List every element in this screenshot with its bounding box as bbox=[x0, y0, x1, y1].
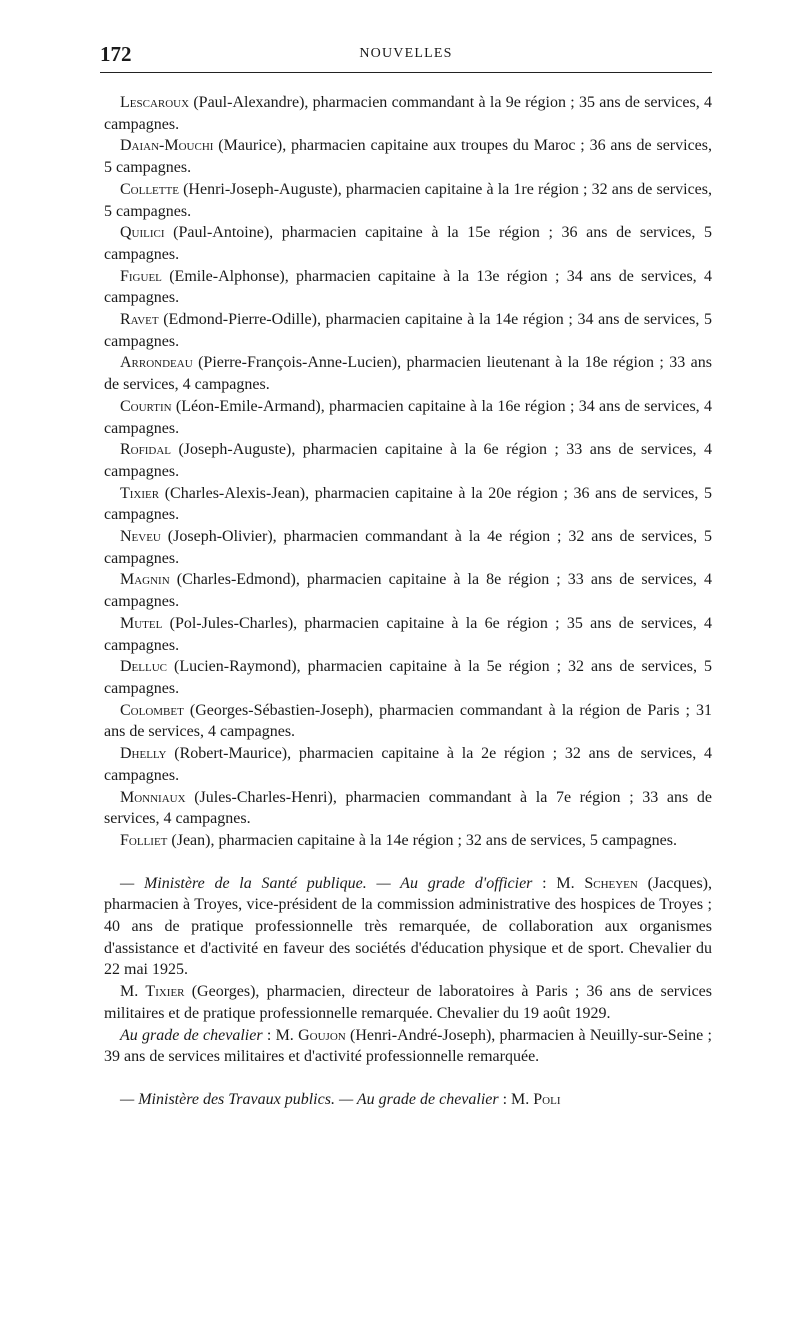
entry-name: Figuel bbox=[120, 267, 162, 285]
goujon-name: Goujon bbox=[298, 1026, 346, 1044]
list-item bbox=[104, 396, 712, 439]
entry-text: (Léon-Emile-Armand), pharmacien capitaine à la 16e région ; 34 ans de services, 4 campagnes. bbox=[104, 397, 712, 437]
entry-name: Magnin bbox=[120, 571, 170, 589]
entry-text: (Jules-Charles-Henri), pharmacien commandant à la 7e région ; 33 ans de services, 4 campagnes. bbox=[104, 788, 712, 828]
entry-name: Colombet bbox=[120, 701, 184, 719]
entry-text: (Jean), pharmacien capitaine à la 14e région ; 32 ans de services, 5 campagnes. bbox=[167, 831, 677, 849]
entry-name: Dhelly bbox=[120, 745, 167, 763]
entry-name: Quilici bbox=[120, 224, 165, 242]
list-item bbox=[104, 569, 712, 612]
tixier-georges-prefix: M. bbox=[120, 983, 146, 1001]
sante-lead: — Ministère de la Santé publique. — Au grade d'officier bbox=[120, 874, 533, 892]
list-item bbox=[104, 135, 712, 178]
entry-name: Neveu bbox=[120, 528, 161, 546]
body-text bbox=[104, 92, 712, 1111]
list-item bbox=[104, 352, 712, 395]
entry-name: Courtin bbox=[120, 397, 172, 415]
entry-text: (Emile-Alphonse), pharmacien capitaine à la 13e région ; 34 ans de services, 4 campagnes. bbox=[104, 267, 712, 307]
entry-text: (Georges-Sébastien-Joseph), pharmacien commandant à la région de Paris ; 31 ans de services, 4 campagnes. bbox=[104, 701, 712, 741]
goujon-text: (Henri-André-Joseph), pharmacien à Neuilly-sur-Seine ; 39 ans de services militaires et d'activité professionnelle remarquée. bbox=[104, 1026, 713, 1066]
entry-name: Collette bbox=[120, 180, 179, 198]
entry-name: Arrondeau bbox=[120, 354, 193, 372]
sante-text: (Jacques), pharmacien à Troyes, vice-président de la commission administrative des hospices de Troyes ; 40 ans de pratique professionnelle très remarquée, de collaboration aux organismes d'assistance et d'activité en faveur des sociétés d'éducation physique et de sport. Chevalier du 22 mai 1925. bbox=[104, 874, 713, 979]
page-header bbox=[100, 40, 712, 68]
entry-text: (Maurice), pharmacien capitaine aux troupes du Maroc ; 36 ans de services, 5 campagnes. bbox=[104, 137, 712, 177]
list-item bbox=[104, 743, 712, 786]
list-item bbox=[104, 526, 712, 569]
entry-name: Delluc bbox=[120, 658, 167, 676]
list-item bbox=[104, 179, 712, 222]
promotion-list bbox=[104, 92, 712, 852]
list-item bbox=[104, 787, 712, 830]
entry-text: (Pol-Jules-Charles), pharmacien capitaine à la 6e région ; 35 ans de services, 4 campagnes. bbox=[104, 614, 712, 654]
sante-paragraph bbox=[104, 873, 712, 982]
entry-text: (Joseph-Olivier), pharmacien commandant à la 4e région ; 32 ans de services, 5 campagnes. bbox=[104, 528, 712, 567]
entry-name: Daian-Mouchi bbox=[120, 137, 214, 155]
entry-name: Ravet bbox=[120, 311, 159, 329]
entry-name: Folliet bbox=[120, 831, 168, 849]
entry-name: Rofidal bbox=[120, 441, 172, 459]
goujon-colon: : M. bbox=[262, 1026, 299, 1044]
goujon-paragraph bbox=[104, 1025, 712, 1068]
travaux-colon: : M. bbox=[498, 1090, 534, 1108]
entry-name: Lescaroux bbox=[120, 94, 190, 111]
travaux-name: Poli bbox=[533, 1090, 561, 1108]
page-number: 172 bbox=[100, 42, 132, 66]
list-item bbox=[104, 309, 712, 352]
tixier-georges-paragraph bbox=[104, 981, 712, 1024]
tixier-georges-text: (Georges), pharmacien, directeur de laboratoires à Paris ; 36 ans de services militaires et de pratique professionnelle remarquée. Chevalier du 19 août 1929. bbox=[104, 983, 712, 1022]
list-item bbox=[104, 92, 712, 135]
entry-name: Mutel bbox=[120, 614, 163, 632]
sante-name: Scheyen bbox=[584, 874, 638, 892]
entry-name: Monniaux bbox=[120, 788, 186, 806]
entry-text: (Edmond-Pierre-Odille), pharmacien capitaine à la 14e région ; 34 ans de services, 5 campagnes. bbox=[104, 311, 712, 350]
list-item bbox=[104, 830, 712, 852]
entry-text: (Pierre-François-Anne-Lucien), pharmacien lieutenant à la 18e région ; 33 ans de services, 4 campagnes. bbox=[104, 354, 712, 394]
list-item bbox=[104, 613, 712, 656]
tixier-georges-name: Tixier bbox=[145, 983, 185, 1001]
entry-text: (Paul-Antoine), pharmacien capitaine à la 15e région ; 36 ans de services, 5 campagnes. bbox=[104, 224, 712, 263]
list-item bbox=[104, 266, 712, 309]
list-item bbox=[104, 700, 712, 743]
entry-text: (Paul-Alexandre), pharmacien commandant à la 9e région ; 35 ans de services, 4 campagnes. bbox=[104, 94, 712, 133]
entry-text: (Joseph-Auguste), pharmacien capitaine à la 6e région ; 33 ans de services, 4 campagnes. bbox=[104, 441, 712, 480]
entry-text: (Charles-Alexis-Jean), pharmacien capitaine à la 20e région ; 36 ans de services, 5 campagnes. bbox=[104, 484, 712, 524]
header-rule bbox=[100, 72, 712, 73]
travaux-paragraph bbox=[104, 1089, 712, 1111]
entry-text: (Henri-Joseph-Auguste), pharmacien capitaine à la 1re région ; 32 ans de services, 5 campagnes. bbox=[104, 180, 712, 220]
entry-text: (Robert-Maurice), pharmacien capitaine à la 2e région ; 32 ans de services, 4 campagnes. bbox=[104, 745, 712, 784]
travaux-lead: — Ministère des Travaux publics. — Au grade de chevalier bbox=[120, 1090, 499, 1108]
list-item bbox=[104, 439, 712, 482]
running-title: NOUVELLES bbox=[359, 46, 453, 61]
list-item bbox=[104, 222, 712, 265]
entry-name: Tixier bbox=[120, 484, 160, 502]
sante-colon: : M. bbox=[532, 874, 585, 892]
list-item bbox=[104, 483, 712, 526]
list-item bbox=[104, 656, 712, 699]
entry-text: (Lucien-Raymond), pharmacien capitaine à la 5e région ; 32 ans de services, 5 campagnes. bbox=[104, 658, 712, 697]
goujon-lead: Au grade de chevalier bbox=[120, 1026, 263, 1044]
entry-text: (Charles-Edmond), pharmacien capitaine à la 8e région ; 33 ans de services, 4 campagnes. bbox=[104, 571, 712, 611]
